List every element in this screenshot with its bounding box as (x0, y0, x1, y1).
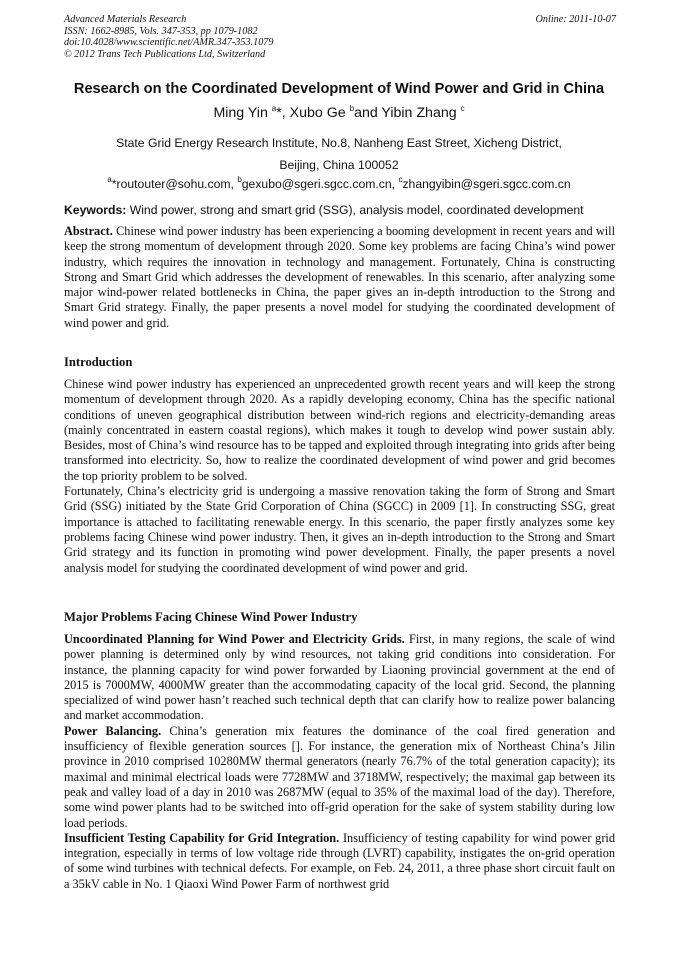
author-superscript: c (460, 104, 465, 113)
email-superscript: b (237, 175, 242, 184)
abstract-label: Abstract. (64, 224, 113, 238)
author-name: Ming Yin (213, 105, 272, 121)
paragraph: Chinese wind power industry has experienced an unprecedented growth recent years and will keep the strong momentum of development through 2020. As a rapidly developing economy, China has the specific national conditions of uneven geographical distribution between wind-rich regions and electricity-demanding areas (mainly concentrated in eastern coastal regions), which makes it tough to develop wind power sustain ably. Besides, most of China’s wind resource has to be tapped and exploited through integrating into grids after being transformed into electricity. So, how to realize the coordinated development of wind power and grid becomes the top priority problem to be solved. (64, 377, 615, 483)
email-address[interactable]: *routouter@sohu.com, (111, 177, 238, 191)
email-superscript: a (107, 175, 112, 184)
online-date: Online: 2011-10-07 (535, 14, 616, 25)
author-superscript: a (271, 104, 277, 113)
email-address[interactable]: gexubo@sgeri.sgcc.com.cn, (241, 177, 399, 191)
major-problems-section (64, 632, 615, 892)
author-name: and Yibin Zhang (354, 105, 461, 121)
subsection-label: Insufficient Testing Capability for Grid Integration. (64, 830, 340, 845)
doi[interactable]: doi:10.4028/www.scientific.net/AMR.347-353.1079 (64, 37, 274, 49)
email-address[interactable]: zhangyibin@sgeri.sgcc.com.cn (402, 177, 571, 191)
keywords-text: Wind power, strong and smart grid (SSG), analysis model, coordinated development (126, 203, 584, 217)
author-superscript: b (349, 104, 355, 113)
subsection-label: Uncoordinated Planning for Wind Power and Electricity Grids. (64, 632, 405, 646)
email-superscript: c (398, 175, 403, 184)
keywords-label: Keywords: (64, 203, 127, 217)
introduction-section (64, 377, 615, 576)
author-name: Xubo Ge (285, 105, 350, 121)
keywords (64, 203, 624, 217)
affiliation-line: State Grid Energy Research Institute, No.8, Nanheng East Street, Xicheng District, (116, 136, 562, 150)
abstract (64, 224, 615, 331)
paragraph-text: Insufficiency of testing capability for wind power grid integration, especially in terms of low voltage ride through (LVRT) capability, instigates the on-grid operation of some wind turbines with technical defects. For example, on Feb. 24, 2011, a three phase short circuit fault on a 35kV cable in No. 1 Qiaoxi Wind Power Farm of northwest grid (64, 830, 615, 891)
affiliation (40, 132, 638, 176)
paper-title: Research on the Coordinated Development of Wind Power and Grid in China (73, 81, 605, 97)
email-line (40, 175, 638, 191)
section-heading-major-problems: Major Problems Facing Chinese Wind Power Industry (64, 610, 358, 624)
journal-header (64, 14, 616, 60)
copyright: © 2012 Trans Tech Publications Ltd, Switzerland (64, 48, 266, 60)
corresponding-mark: *, (276, 105, 286, 121)
abstract-text: Chinese wind power industry has been experiencing a booming development in recent years and will keep the strong momentum of development through 2020. Some key problems are facing China’s wind power industry, which requires the innovation in technology and management. Fortunately, China is constructing Strong and Smart Grid which addresses the development of renewables. In this scenario, after analyzing some major wind-power related bottlenecks in China, the paper gives an in-depth introduction to the Strong and Smart Grid strategy. Finally, the paper presents a novel model for studying the coordinated development of wind power and grid. (64, 224, 615, 330)
section-heading-introduction: Introduction (64, 355, 133, 369)
subsection-label: Power Balancing. (64, 723, 162, 738)
paragraph-text: First, in many regions, the scale of wind power planning is determined only by wind resources, not taking grid conditions into consideration. For instance, the planning capacity for wind power forwarded by Liaoning provincial government at the end of 2015 is 7000MW, 4000MW greater than the accommodating capacity of the local grid. Second, the planning specialized of wind power hasn’t reached such technical depth that can clarify how to realize power balancing and market accommodation. (64, 632, 615, 723)
journal-name: Advanced Materials Research (64, 14, 187, 25)
paragraph-text: China’s generation mix features the dominance of the coal fired generation and insufficiency of flexible generation sources []. For instance, the generation mix of Northeast China’s Jilin province in 2010 comprised 10280MW thermal generators (nearly 76.7% of the total generation capacity); its maximal and minimal electrical loads were 7728MW and 3718MW, respectively; the maximal gap between its peak and valley load of a day in 2010 was 2687MW (equal to 35% of the maximal load of the day). Therefore, some wind power plants had to be switched into off-grid operation for the sake of system stability during low load periods. (64, 723, 615, 830)
paragraph: Fortunately, China’s electricity grid is undergoing a massive renovation taking the form of Strong and Smart Grid (SSG) initiated by the State Grid Corporation of China (SGCC) in 2009 [1]. In constructing SSG, great importance is attached to facilitating renewable energy. In this scenario, the paper firstly analyzes some key problems facing Chinese wind power industry. Then, it gives an in-depth introduction to the Strong and Smart Grid strategy and its function in promoting wind power development. Finally, the paper presents a novel analysis model for studying the coordinated development of wind power and grid. (64, 484, 615, 575)
issn: ISSN: 1662-8985, Vols. 347-353, pp 1079-1082 (64, 25, 258, 37)
affiliation-line: Beijing, China 100052 (279, 158, 399, 172)
author-line (40, 104, 638, 121)
